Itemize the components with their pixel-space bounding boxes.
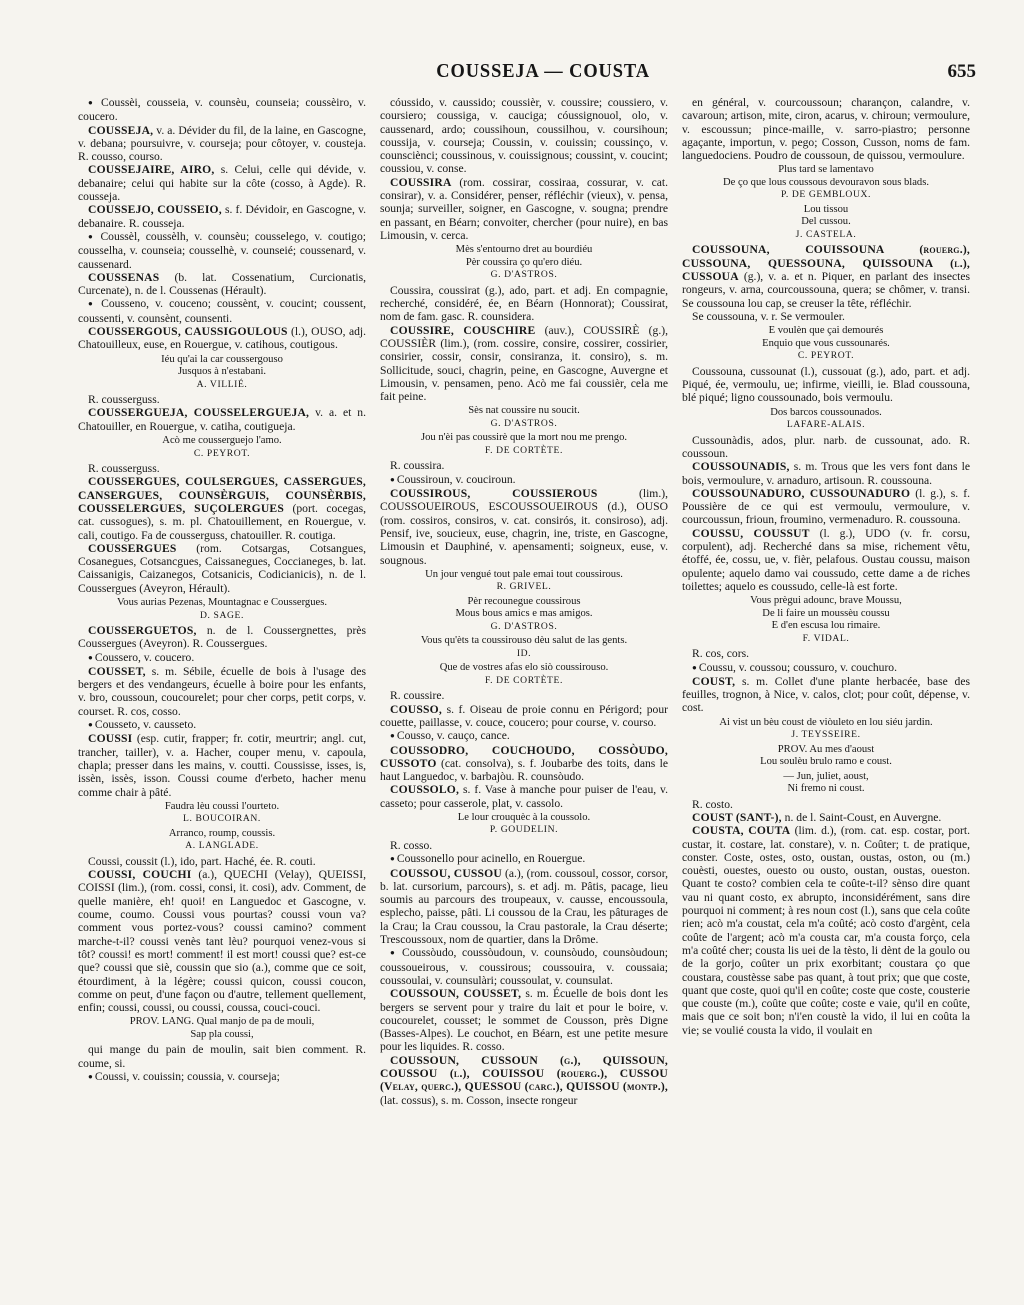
dictionary-entry [380,703,668,730]
dictionary-entry [78,163,366,203]
dictionary-entry [78,542,366,595]
definition-text: v. a. Dévider du fil, de la laine, en Gascogne, v. debana; poursuivre, v. courseja; pour côtoyer, v. cousteja. R. cousso, courso. [78,123,366,164]
quotation-line: Un jour vengué tout pale emai tout coussirous. [425,568,623,580]
quotation-line: Vous prègui adounc, brave Moussu, [750,595,902,607]
definition-text: Coussiroun, v. couciroun. [396,472,516,486]
quotation [682,325,970,363]
quotation-line: Mous bous amics e mas amigos. [455,608,593,620]
definition-text: Cousseno, v. couceno; coussènt, v. coucint; coussent, coussenti, v. counsènt, counsenti. [78,297,366,325]
headword: COUSSOUN, CUSSOUN (g.), QUISSOUN, COUSSOU (l.), COUISSOU (rouerg.), CUSSOU (Velay, querc.), QUESSOU (carc.), QUISSOU (montp.), [380,1053,668,1094]
definition-text: s. m. Collet d'une plante herbacée, base des feuilles, trognon, à Nice, v. calos, clot; pour coût, dépense, v. cost. [682,674,970,715]
entry-text [78,393,366,406]
entry-text [682,310,970,323]
headword: COUSSEJO, COUSSEIO, [88,203,222,217]
entry-text [380,459,668,472]
definition-text: (g.), v. a. et n. Piquer, en parlant des insectes rongeurs, v. arna, courcoussouna, quera; se chômer, v. transi. Se coussouna lou cap, se creuser la tête, réfléchir. [682,270,970,310]
quotation [380,244,668,282]
dictionary-entry [380,176,668,242]
definition-text: cóussido, v. caussido; coussièr, v. coussire; coussiero, v. coursiero; coussiga, v. cauciga; cóussignouol, olo, v. caussenard, ardo; coussihoun, coussilhou, v. coursihoun; coussija, v. courseja; Coussin, v. couissin; coussinço, v. counsciènci; coussinous, v. couissignous; coussint, v. coucint; coussiou, v. conse. [380,96,668,176]
quotation-line: PROV. Au mes d'aoust [777,743,875,755]
quotation [78,1016,366,1041]
definition-text: (b. lat. Cossenatium, Curcionatis, Curcenate), n. de l. Coussenas (Hérault). [78,270,366,298]
dictionary-entry [682,824,970,1037]
headword: COUSSIRE, COUSCHIRE [390,323,536,337]
dictionary-entry [78,271,366,298]
quotation-line: Ni fremo ni coust. [787,783,865,795]
quotation-line: Faudra lèu coussi l'ourteto. [164,800,280,812]
quotation-source: ID. [516,647,532,659]
headword: COUSSU, COUSSUT [692,526,810,540]
definition-text: Coussèi, cousseia, v. counsèu, counseia; coussèiro, v. coucero. [78,96,366,124]
quotation [380,812,668,837]
quotation-line: Lou tissou [803,203,849,215]
quotation-source: J. CASTELA. [795,228,857,240]
dictionary-entry [78,624,366,651]
dictionary-entry [682,243,970,309]
entry-text [682,434,970,461]
quotation-line: Arranco, roump, coussis. [168,827,276,839]
headword: COUSSO, [390,702,442,716]
definition-text: (cat. consolva), s. f. Joubarbe des toits, dans le haut Languedoc, v. barbajòu. R. counsòudo. [380,756,668,784]
definition-text: s. m. Sébile, écuelle de bois à l'usage des bergers et des vendangeurs, écuelle à boire pour les enfants, v. bro, coussoun, coucourelet; pour cher corps, petit corps, v. courset. R. cos, cosso. [78,664,366,718]
headword: COUSSERGUETOS, [88,624,197,637]
definition-text: s. f. Oiseau de proie connu en Périgord; pour couette, paillasse, v. couce, coucero; pour course, v. courso. [380,702,668,729]
quotation [682,407,970,432]
entry-text [78,462,366,475]
quotation [380,405,668,430]
headword: COUSSERGUES [88,541,177,555]
quotation [682,204,970,242]
entry-text [78,1070,366,1084]
quotation-line: Sap pla coussi, [190,1028,254,1040]
quotation-line: Mès s'entourno dret au bourdiéu [455,244,593,256]
entry-text [78,96,366,124]
definition-text: s. Celui, celle qui dévide, v. debanaire; celui qui habite sur la côte (cosso, à Agde). R. cousseja. [78,163,366,204]
quotation [682,717,970,742]
entry-text [78,1043,366,1070]
dictionary-entry [380,744,668,784]
headword: COUSSOLO, [390,783,460,797]
entry-text [682,661,970,675]
quotation-line: — Jun, juliet, aoust, [783,770,869,782]
headword: COUSTA, COUTA [692,824,791,838]
definition-text: R. cousserguss. [88,462,160,476]
quotation [78,597,366,622]
headword: COUSSET, [88,664,146,678]
dictionary-entry [78,406,366,433]
headword: COUSSODRO, COUCHOUDO, COSSÒUDO, CUSSOTO [380,743,668,770]
dictionary-entry [78,325,366,352]
column-middle [380,96,668,1107]
quotation-source: F. VIDAL. [802,632,850,644]
definition-text: R. coussire. [390,689,445,703]
headword: COUSSOUNA, COUISSOUNA (rouerg.), CUSSOUNA, QUESSOUNA, QUISSOUNA (l.), CUSSOUA [682,243,970,284]
dictionary-entry [78,203,366,230]
quotation-source: J. TEYSSEIRE. [791,729,861,741]
definition-text: Coussira, coussirat (g.), ado, part. et adj. En compagnie, recherché, considéré, ée, en Béarn (Honnorat); Coussirat, nom de fam. gasc. R. counsidera. [380,283,668,324]
definition-text: Coussi, coussit (l.), ido, part. Haché, ée. R. couti. [88,854,316,868]
quotation [380,432,668,457]
headword: COUST, [692,674,736,688]
quotation-line: De li faire un moussèu coussu [762,607,890,619]
quotation-line: Iéu qu'ai la car coussergouso [161,353,283,365]
quotation [682,771,970,796]
quotation-source: A. LANGLADE. [185,840,259,852]
quotation-source: F. DE CORTÈTE. [485,444,563,456]
definition-text: s. f. Dévidoir, en Gascogne, v. debanaire. R. cousseja. [78,203,367,230]
definition-text: Coussèl, coussèlh, v. counsèu; cousselego, v. coutigo; cousselha, v. counseia; cousselhè, v. counseié; coussenard, v. caussenard. [78,229,366,271]
quotation-line: Vous aurias Pezenas, Mountagnac e Coussergues. [117,597,327,608]
dictionary-entry [78,868,366,1014]
quotation-line: Plus tard se lamentavo [778,164,874,176]
quotation-source: L. BOUCOIRAN. [183,813,261,825]
definition-text: (esp. cutir, frapper; fr. cotir, meurtrir; angl. cut, trancher, tailler), v. a. Hacher, couper menu, v. capoula, chapla; presser dans les mains, v. coutti. Coussisse, isses, is, issèn, issès, isson. Coussi coume d'erbeto, hacher menu comme chair à pâté. [78,732,366,799]
quotation [682,164,970,202]
dictionary-entry [380,867,668,947]
definition-text: R. cosso. [390,838,433,852]
definition-text: (rom. Cotsargas, Cotsangues, Cosanegues, Cotsancgues, Caissanegues, Coccianeges, b. lat. Caissanigis, Caizanegos, Cotsanicis, Codicianicis), n. de l. Coussergues (Aveyron, Hérault). [78,541,366,595]
quotation-source: D. SAGE. [200,609,244,621]
entry-text [380,96,668,176]
definition-text: (l. g.), s. f. Poussière de ce qui est vermoulu, vermoulure, v. courcoussun, frioun, froumino, vermenaduro. R. coussouna. [682,486,971,527]
dictionary-entry [682,811,970,824]
definition-text: (lat. cossus), s. m. Cosson, insecte rongeur [380,1093,578,1107]
entry-text [380,729,668,743]
entry-text [682,365,970,405]
entry-text [78,230,366,271]
dictionary-entry [78,665,366,718]
dictionary-entry [380,487,668,567]
definition-text: (l. g.), UDO (v. fr. corsu, corpulent), adj. Recherché dans sa mise, richement vêtu, étoffé, ée, cossu, ue, v. fièr, pelafous. Oustau coussu, maison opulente; aquelo damo vai coussudo, cette dame a de riches toilettes; aquelo es coussudo, celle-là est forte. [682,526,970,593]
page-header [78,60,976,90]
headword: COUSSOUN, COUSSET, [390,987,522,1001]
definition-text: Cousseto, v. causseto. [94,718,197,732]
quotation-line: Jou n'èi pas coussirè que la mort nou me prengo. [420,432,628,444]
headword: COUSSIRA [390,175,452,189]
quotation-line: Pèr recounegue coussirous [467,595,581,607]
quotation-source: R. GRIVEL. [496,581,552,593]
definition-text: (lim.), COUSSOUEIROUS, ESCOUSSOUEIROUS (d.), OUSO (rom. cossiros, consiros, v. cat. consirós, it. consiroso), adj. Pensif, ive, soucieux, euse, chagrin, ine, triste, en Gascogne, Limousin et Dauphiné, v. apensamenti; soigneux, euse, v. sougnous. [380,487,668,567]
column-right [682,96,970,1107]
definition-text: qui mange du pain de moulin, sait bien comment. R. coume, si. [78,1043,366,1070]
quotation-source: G. D'ASTROS. [490,269,558,281]
headword: COUSSIROUS, COUSSIEROUS [390,487,598,501]
quotation-line: E voulèn que çai demourés [768,325,884,337]
quotation-source: P. DE GEMBLOUX. [780,189,872,201]
entry-text [78,718,366,732]
page-number: 655 [947,61,976,82]
definition-text: Cussounàdis, ados, plur. narb. de cussounat, ado. R. coussoun. [682,433,970,460]
headword: COUSSEJAIRE, AIRO, [88,163,215,177]
quotation-source: F. DE CORTÈTE. [485,674,563,686]
headword: COUSSOU, CUSSOU [390,866,502,880]
headword: COUSSERGUEJA, COUSSELERGUEJA, [88,406,310,420]
definition-text: R. costo. [692,797,733,811]
quotation-line: Dos barcos coussounados. [770,406,882,418]
quotation [380,596,668,634]
headword: COUSSI [88,732,133,746]
quotation [380,569,668,594]
quotation-line: Lou soulèu brulo ramo e coust. [760,756,892,768]
quotation-line: E d'en escusa lou rimaire. [771,620,881,632]
definition-text: Se coussouna, v. r. Se vermouler. [692,309,845,323]
quotation-line: De ço que lous coussous devouravon sous blads. [723,176,929,188]
quotation-source: G. D'ASTROS. [490,620,558,632]
definition-text: Coussero, v. coucero. [94,650,195,664]
dictionary-entry [682,675,970,715]
definition-text: (lim. d.), (rom. cat. esp. costar, port. custar, it. costare, lat. constare), v. n. Coûter; t. de pratique, conster. Coste, ostes, osto, oustan, oustas, oston, ou (m.) couèsti, ouestes, ouesto ou ousto, oustan, oustas, oueston. Quant te costo? combien cela te coûte-t-il? sènso dire quant vau ni quant costo, ex abrupto, inconsidérément, sans dire pourquoi ni comment; à res noun cost (l.), sans que cela coûte rien; acò m'a coustat, cela m'a coûté; acò costo d'argènt, cela coûte de l'argent; acò m'a cousta car, m'a cousta forço, cela m'a coûté cher; cousta lis uei de la tèsto, li dènt de la goulo ou de la gorjo, coûter un prix exorbitant; coustara ço que coustara, coustèsse sabe pas quant, à tout prix; que que coste, quant que coste, quoi qu'il en coûte; coste que coste, cousterie que couste (m.), coûte que coûte; coste e vaie, qu'il en coûte, mais que ce soit bon; n'i'en coustè la vido, il lui en coûta la vie; se voulié cousta la vido, il voulait en [682,824,970,1037]
quotation [78,828,366,853]
quotation [682,744,970,769]
text-columns [78,96,976,1107]
dictionary-entry [78,475,366,541]
definition-text: Coussu, v. coussou; coussuro, v. couchuro. [698,660,897,674]
quotation [682,595,970,645]
definition-text: n. de l. Coussergnettes, près Coussergues (Aveyron). R. Coussergues. [78,624,366,651]
dictionary-entry [682,460,970,487]
definition-text: en général, v. courcoussoun; charançon, calandre, v. cavaroun; artison, mite, ciron, acarus, v. chiroun; vermoulure, v. escoussun; pince-maille, v. sarro-piastro; personne agaçante, importun, v. pego; Cosson, Cusson, noms de fam. languedociens. Poudro de coussoun, de quissou, vermoulure. [682,96,970,163]
dictionary-entry [380,324,668,404]
entry-text [682,647,970,660]
quotation-source: A. VILLIÉ. [196,378,248,390]
quotation [78,354,366,392]
headword: COUSSERGOUS, CAUSSIGOULOUS [88,325,288,339]
definition-text: (l.), OUSO, adj. Chatouilleux, euse, en Rouergue, v. catihous, coutigous. [78,325,367,352]
entry-text [380,946,668,987]
dictionary-entry [682,487,970,527]
entry-text [380,839,668,852]
quotation [78,801,366,826]
quotation-source: LAFARE-ALAIS. [786,419,866,431]
definition-text: n. de l. Saint-Coust, en Auvergne. [781,811,942,824]
headword: COUST (SANT-), [692,811,782,824]
quotation-source: C. PEYROT. [797,350,855,362]
definition-text: Coussòudo, coussòudoun, v. counsòudo, counsòudoun; coussoueirous, v. coussirous; coussouira, v. coussaia; coussoulai, v. counsulàri; coussoulat, v. counsulat. [380,946,668,987]
entry-text [682,798,970,811]
entry-text [682,96,970,162]
quotation-source: P. GOUDELIN. [489,824,559,836]
entry-text [78,297,366,325]
entry-text [78,855,366,868]
definition-text: Cousso, v. cauço, cance. [396,729,510,743]
entry-text [380,473,668,487]
dictionary-entry [682,527,970,593]
definition-text: (rom. cossirar, cossiraa, cossurar, v. cat. consirar), v. a. Considérer, penser, réfléchir (vieux), v. pensa, sounja; surveiller, soigner, en Gascogne, v. sougna; prendre en passant, en Béarn; convoiter, chercher (pour nuire), en bas Limousin, v. cerca. [380,175,668,242]
quotation-line: Del cussou. [801,216,851,228]
entry-text [380,852,668,866]
headword: COUSSI, COUCHI [88,868,192,882]
quotation-line: PROV. LANG. Qual manjo de pa de mouli, [129,1016,315,1028]
quotation-source: C. PEYROT. [193,447,251,459]
quotation-source: G. D'ASTROS. [490,417,558,429]
quotation-line: Que de vostres afas elo siò coussirouso. [439,662,609,674]
quotation-line: Sès nat coussire nu soucit. [468,405,580,417]
headword: COUSSERGUES, COULSERGUES, CASSERGUES, CANSERGUES, COUNSÈRGUIS, COUNSÈRBIS, COUSSELERGUES, SUÇOLERGUES [78,475,366,515]
definition-text: (a.), (rom. coussoul, cossor, corsor, b. lat. cursorium, parcours), s. et adj. m. Pâtis, pacage, lieu soumis au parcours des troupeaux, v. causse, encoussoula, esplecho, paisse, pâti. Li coussou de la Crau, les pâturages de la Crau; la Crau coussou, la Crau pastorale, la Crau déserte; Trescoussoux, nom de quartier, dans la Drôme. [380,866,668,947]
column-left [78,96,366,1107]
definition-text: (port. cocegas, cat. cussogues), s. m. pl. Chatouillement, en Rouergue, v. cali, coutigo. Fa de cousserguss, chatouiller. R. coutiga. [78,501,367,542]
quotation [380,662,668,687]
headword: COUSSOUNADURO, CUSSOUNADURO [692,486,911,500]
dictionary-entry [78,124,366,164]
quotation-line: Jusquos à n'estabani. [177,366,267,378]
definition-text: Coussouna, cussounat (l.), cussouat (g.), ado, part. et adj. Piqué, ée, vermoulu, ue; infirme, vieilli, ie. Blad coussouna, blé piqué; ligno coussounado, bois vermoulu. [682,364,970,405]
dictionary-entry [380,987,668,1053]
entry-text [380,284,668,324]
dictionary-entry [78,732,366,798]
quotation [380,635,668,660]
dictionary-entry [380,783,668,810]
quotation-line: Vous qu'èts ta coussirouso dèu salut de las gents. [420,635,628,647]
definition-text: Coussonello pour acinello, en Rouergue. [396,852,586,866]
definition-text: (a.), QUECHI (Velay), QUEISSI, COISSI (lim.), (rom. cossi, consi, it. cosi), adv. Comment, de quelle manière, eh! quoi! en Languedoc et Gascogne, v. coume, coumo. Coussi vous pourtas? coussi voun va? comment vous portez-vous? coussi camino? comment marche-t-il? coussi venès tant lèu? pourquoi venez-vous si tôt? coussi! es mort! comment! il est mort! coussi que? est-ce que? coussi que siè, coussin que sio (a.), comme que ce soit, étourdiment, à la légère; coussi quicon, coussi coucon, comme on peut, d'une façon ou d'autre, tellement quellement, enfin; coussi, coussi, ou coussi, coussa, couci-couci. [78,868,366,1015]
definition-text: s. m. Écuelle de bois dont les bergers se servent pour y traire du lait et pour le boire, v. coucourelet, cousset; le sommet de Cousson, près Digne (Basses-Alpes). Le couchot, en Béarn, est une petite mesure pour les liquides. R. cosso. [380,987,668,1054]
headword: COUSSOUNADIS, [692,460,790,474]
definition-text: (auv.), COUSSIRÈ (g.), COUSSIÈR (lim.), (rom. cossire, consire, cossirer, cossirier, consirier, cossir, consir, consiranza, it. consiro), s. m. Sollicitude, souci, chagrin, peine, en Gascogne, Auvergne et Limousin, v. pensamen, peno. Acò me fai coussièr, cela me fait peine. [380,323,668,404]
definition-text: R. cos, cors. [692,647,749,661]
definition-text: Coussi, v. couissin; coussia, v. courseja; [94,1070,280,1084]
quotation-line: Ai vist un bèu coust de viòuleto en lou siéu jardin. [719,716,933,728]
quotation-line: Le lour crouquèc à la coussolo. [457,811,591,823]
definition-text: s. f. Vase à manche pour puiser de l'eau, v. casseto; pour casserole, plat, v. cassolo. [380,783,668,810]
entry-text [78,651,366,665]
definition-text: R. cousserguss. [88,393,160,407]
running-title: COUSSEJA — COUSTA [435,60,650,82]
quotation-line: Enquio que vous cussounarés. [762,337,890,349]
dictionary-entry [380,1054,668,1107]
quotation-line: Acò me cousserguejo l'amo. [162,435,282,447]
headword: COUSSEJA, [88,123,154,137]
entry-text [380,689,668,702]
quotation-line: Pèr coussira ço qu'ero diéu. [465,256,583,268]
definition-text: R. coussira. [390,459,445,473]
definition-text: s. m. Trous que les vers font dans le bois, vermoulure, v. arnaduro, artisoun. R. coussouna. [682,460,970,487]
headword: COUSSENAS [88,270,160,284]
quotation [78,435,366,460]
definition-text: v. a. et n. Chatouiller, en Rouergue, v. catiha, coutigueja. [78,406,366,433]
